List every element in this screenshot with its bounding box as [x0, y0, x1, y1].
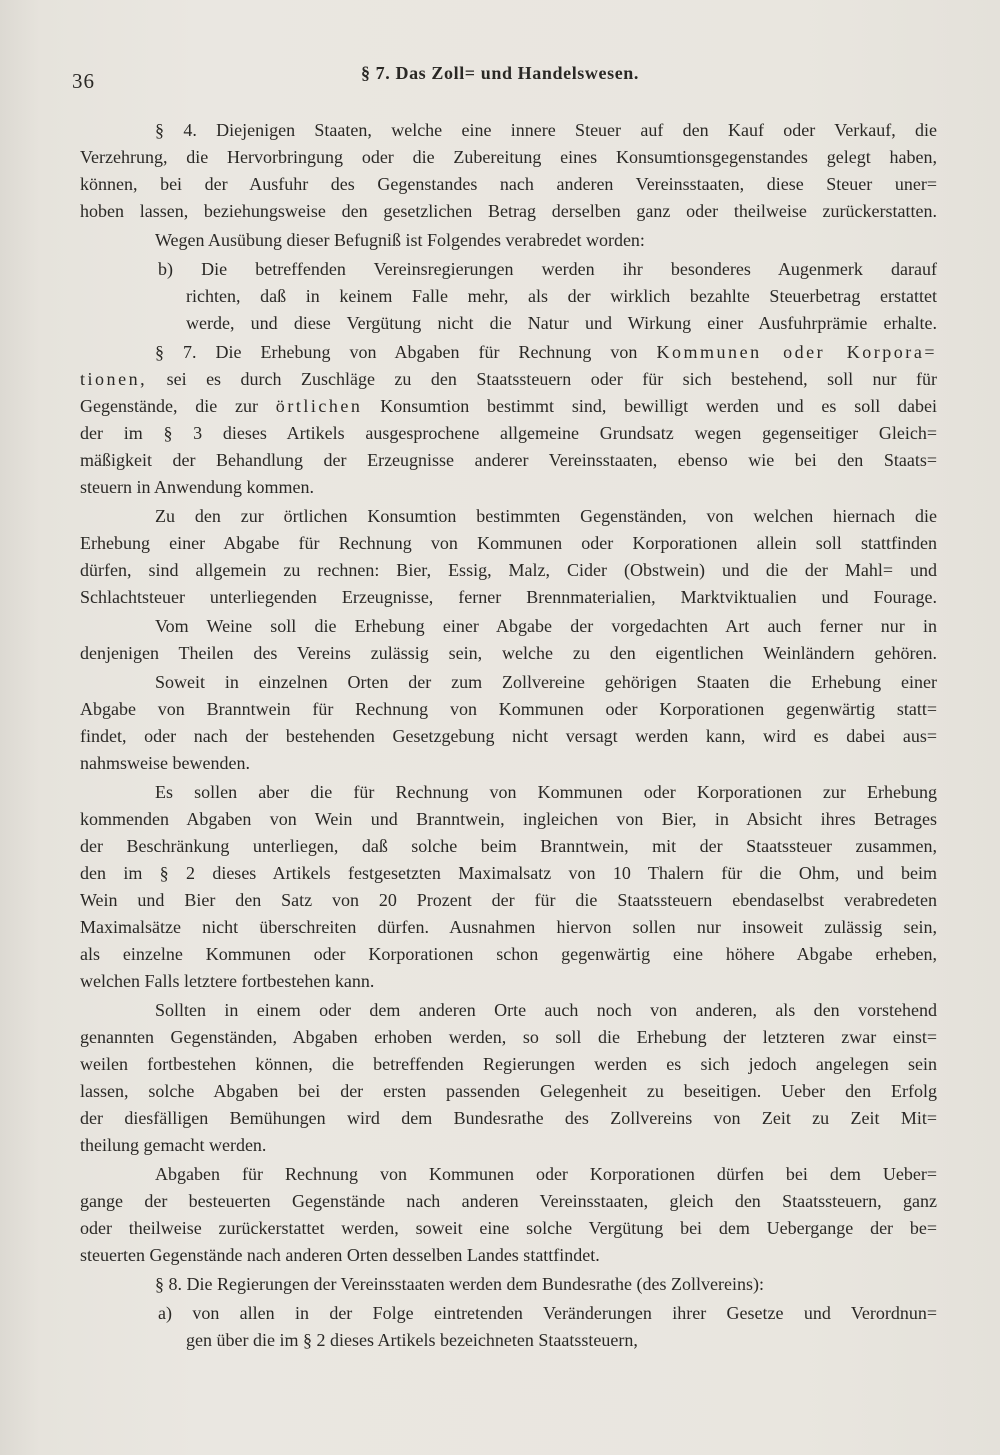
- text-line: [80, 750, 937, 777]
- text-line: [80, 530, 937, 557]
- emphasized-text: tionen,: [80, 369, 148, 389]
- line-text: der Beschränkung unterliegen, daß solche beim Branntwein, mit der Staatssteuer zusammen,: [80, 836, 937, 856]
- text-line: [80, 1300, 937, 1327]
- text-line: [80, 669, 937, 696]
- text-line: [80, 968, 937, 995]
- text-line: [80, 171, 937, 198]
- line-text: dürfen, sind allgemein zu rechnen: Bier, Essig, Malz, Cider (Obstwein) und die der Mahl= und: [80, 560, 937, 580]
- line-text: steuern in Anwendung kommen.: [80, 477, 314, 497]
- text-line: [80, 420, 937, 447]
- line-text: § 4. Diejenigen Staaten, welche eine innere Steuer auf den Kauf oder Verkauf, die: [155, 120, 937, 140]
- line-text: gange der besteuerten Gegenstände nach anderen Vereinsstaaten, gleich den Staatssteuern, ganz: [80, 1191, 937, 1211]
- text-line: [80, 339, 937, 366]
- line-text: b) Die betreffenden Vereinsregierungen werden ihr besonderes Augenmerk darauf: [158, 259, 937, 279]
- text-line: [80, 1271, 937, 1298]
- line-text: Sollten in einem oder dem anderen Orte auch noch von anderen, als den vorstehend: [155, 1000, 937, 1020]
- line-text: der diesfälligen Bemühungen wird dem Bundesrathe des Zollvereins von Zeit zu Zeit Mit=: [80, 1108, 937, 1128]
- line-text: weilen fortbestehen können, die betreffenden Regierungen werden es sich jedoch angelegen sein: [80, 1054, 937, 1074]
- line-text: Wein und Bier den Satz von 20 Prozent der für die Staatssteuern ebendaselbst verabredeten: [80, 890, 937, 910]
- text-line: [80, 393, 937, 420]
- text-line: [80, 1188, 937, 1215]
- line-text: Schlachtsteuer unterliegenden Erzeugnisse, ferner Brennmaterialien, Marktviktualien und Fourage.: [80, 587, 937, 607]
- text-line: [80, 227, 937, 254]
- text-segment: § 7. Die Erhebung von Abgaben für Rechnung von: [155, 342, 657, 362]
- paragraph: [80, 227, 937, 254]
- emphasized-text: örtlichen: [275, 396, 363, 416]
- text-line: [80, 474, 937, 501]
- text-line: [80, 283, 937, 310]
- paragraph: [80, 779, 937, 995]
- text-line: [80, 806, 937, 833]
- line-text: Wegen Ausübung dieser Befugniß ist Folgendes verabredet worden:: [155, 230, 645, 250]
- paragraph: [80, 613, 937, 667]
- line-text: Maximalsätze nicht überschreiten dürfen. Ausnahmen hiervon sollen nur insoweit zulässig sein,: [80, 917, 937, 937]
- list-item: [80, 1300, 937, 1354]
- paragraph: [80, 669, 937, 777]
- text-line: [80, 887, 937, 914]
- line-text: lassen, solche Abgaben bei der ersten passenden Gelegenheit zu beseitigen. Ueber den Erfolg: [80, 1081, 937, 1101]
- line-text: steuerten Gegenstände nach anderen Orten desselben Landes stattfindet.: [80, 1245, 600, 1265]
- text-line: [80, 1215, 937, 1242]
- running-title: § 7. Das Zoll= und Handelswesen.: [360, 63, 639, 83]
- text-line: [80, 503, 937, 530]
- text-line: [80, 1132, 937, 1159]
- line-text: Soweit in einzelnen Orten der zum Zollvereine gehörigen Staaten die Erhebung einer: [155, 672, 937, 692]
- line-text: Verzehrung, die Hervorbringung oder die Zubereitung eines Konsumtionsgegenstandes gelegt haben,: [80, 147, 937, 167]
- page-body: [80, 117, 937, 1354]
- line-text: richten, daß in keinem Falle mehr, als der wirklich bezahlte Steuerbetrag erstattet: [186, 286, 937, 306]
- text-line: [80, 366, 937, 393]
- text-line: [80, 833, 937, 860]
- line-text: mäßigkeit der Behandlung der Erzeugnisse anderer Vereinsstaaten, ebenso wie bei den Staats=: [80, 450, 937, 470]
- line-text: Es sollen aber die für Rechnung von Kommunen oder Korporationen zur Erhebung: [155, 782, 937, 802]
- text-line: [80, 1024, 937, 1051]
- text-segment: sei es durch Zuschläge zu den Staatssteuern oder für sich bestehend, soll nur für: [147, 369, 937, 389]
- text-line: [80, 1161, 937, 1188]
- text-line: [80, 144, 937, 171]
- text-line: [80, 447, 937, 474]
- text-line: [80, 1327, 937, 1354]
- text-line: [80, 1242, 937, 1269]
- line-text: gen über die im § 2 dieses Artikels bezeichneten Staatssteuern,: [186, 1330, 638, 1350]
- line-text: werde, und diese Vergütung nicht die Natur und Wirkung einer Ausfuhrprämie erhalte.: [186, 313, 937, 333]
- text-segment: Gegenstände, die zur: [80, 396, 276, 416]
- line-text: kommenden Abgaben von Wein und Branntwein, ingleichen von Bier, in Absicht ihres Betrages: [80, 809, 937, 829]
- text-line: [80, 1078, 937, 1105]
- line-text: Abgabe von Branntwein für Rechnung von Kommunen oder Korporationen gegenwärtig statt=: [80, 699, 937, 719]
- line-text: § 8. Die Regierungen der Vereinsstaaten werden dem Bundesrathe (des Zollvereins):: [155, 1274, 764, 1294]
- line-text: a) von allen in der Folge eintretenden Veränderungen ihrer Gesetze und Verordnun=: [158, 1303, 937, 1323]
- text-segment: Konsumtion bestimmt sind, bewilligt werden und es soll dabei: [362, 396, 937, 416]
- emphasized-text: Kommunen oder Korpora=: [656, 342, 937, 362]
- text-line: [80, 1051, 937, 1078]
- line-text: Vom Weine soll die Erhebung einer Abgabe der vorgedachten Art auch ferner nur in: [155, 616, 937, 636]
- text-line: [80, 198, 937, 225]
- list-item: [80, 256, 937, 337]
- line-text: denjenigen Theilen des Vereins zulässig sein, welche zu den eigentlichen Weinländern gehören.: [80, 643, 937, 663]
- text-line: [80, 310, 937, 337]
- paragraph: [80, 997, 937, 1159]
- line-text: Abgaben für Rechnung von Kommunen oder Korporationen dürfen bei dem Ueber=: [155, 1164, 937, 1184]
- text-line: [80, 640, 937, 667]
- line-text: findet, oder nach der bestehenden Gesetzgebung nicht versagt werden kann, wird es dabei aus=: [80, 726, 937, 746]
- paragraph: [80, 1271, 937, 1298]
- line-text: als einzelne Kommunen oder Korporationen schon gegenwärtig eine höhere Abgabe erheben,: [80, 944, 937, 964]
- text-line: [80, 557, 937, 584]
- text-line: [80, 1105, 937, 1132]
- line-text: hoben lassen, beziehungsweise den gesetzlichen Betrag derselben ganz oder theilweise zurückerstatten.: [80, 201, 937, 221]
- text-line: [80, 613, 937, 640]
- line-text: Erhebung einer Abgabe für Rechnung von Kommunen oder Korporationen allein soll stattfinden: [80, 533, 937, 553]
- text-line: [80, 914, 937, 941]
- line-text: [80, 396, 937, 416]
- text-line: [80, 584, 937, 611]
- text-line: [80, 117, 937, 144]
- line-text: welchen Falls letztere fortbestehen kann.: [80, 971, 375, 991]
- line-text: den im § 2 dieses Artikels festgesetzten Maximalsatz von 10 Thalern für die Ohm, und beim: [80, 863, 937, 883]
- text-line: [80, 723, 937, 750]
- text-line: [80, 696, 937, 723]
- text-line: [80, 997, 937, 1024]
- line-text: [80, 369, 937, 389]
- paragraph: [80, 339, 937, 501]
- line-text: können, bei der Ausfuhr des Gegenstandes nach anderen Vereinsstaaten, diese Steuer uner=: [80, 174, 937, 194]
- paragraph: [80, 1161, 937, 1269]
- paragraph: [80, 117, 937, 225]
- line-text: genannten Gegenständen, Abgaben erhoben werden, so soll die Erhebung der letzteren zwar einst=: [80, 1027, 937, 1047]
- text-line: [80, 941, 937, 968]
- paragraph: [80, 503, 937, 611]
- text-line: [80, 860, 937, 887]
- line-text: nahmsweise bewenden.: [80, 753, 250, 773]
- line-text: der im § 3 dieses Artikels ausgesprochene allgemeine Grundsatz wegen gegenseitiger Gleich=: [80, 423, 937, 443]
- line-text: oder theilweise zurückerstattet werden, soweit eine solche Vergütung bei dem Uebergange der be=: [80, 1218, 937, 1238]
- text-line: [80, 256, 937, 283]
- line-text: [155, 342, 937, 362]
- page-number: 36: [72, 69, 95, 93]
- line-text: theilung gemacht werden.: [80, 1135, 267, 1155]
- text-line: [80, 779, 937, 806]
- line-text: Zu den zur örtlichen Konsumtion bestimmten Gegenständen, von welchen hiernach die: [155, 506, 937, 526]
